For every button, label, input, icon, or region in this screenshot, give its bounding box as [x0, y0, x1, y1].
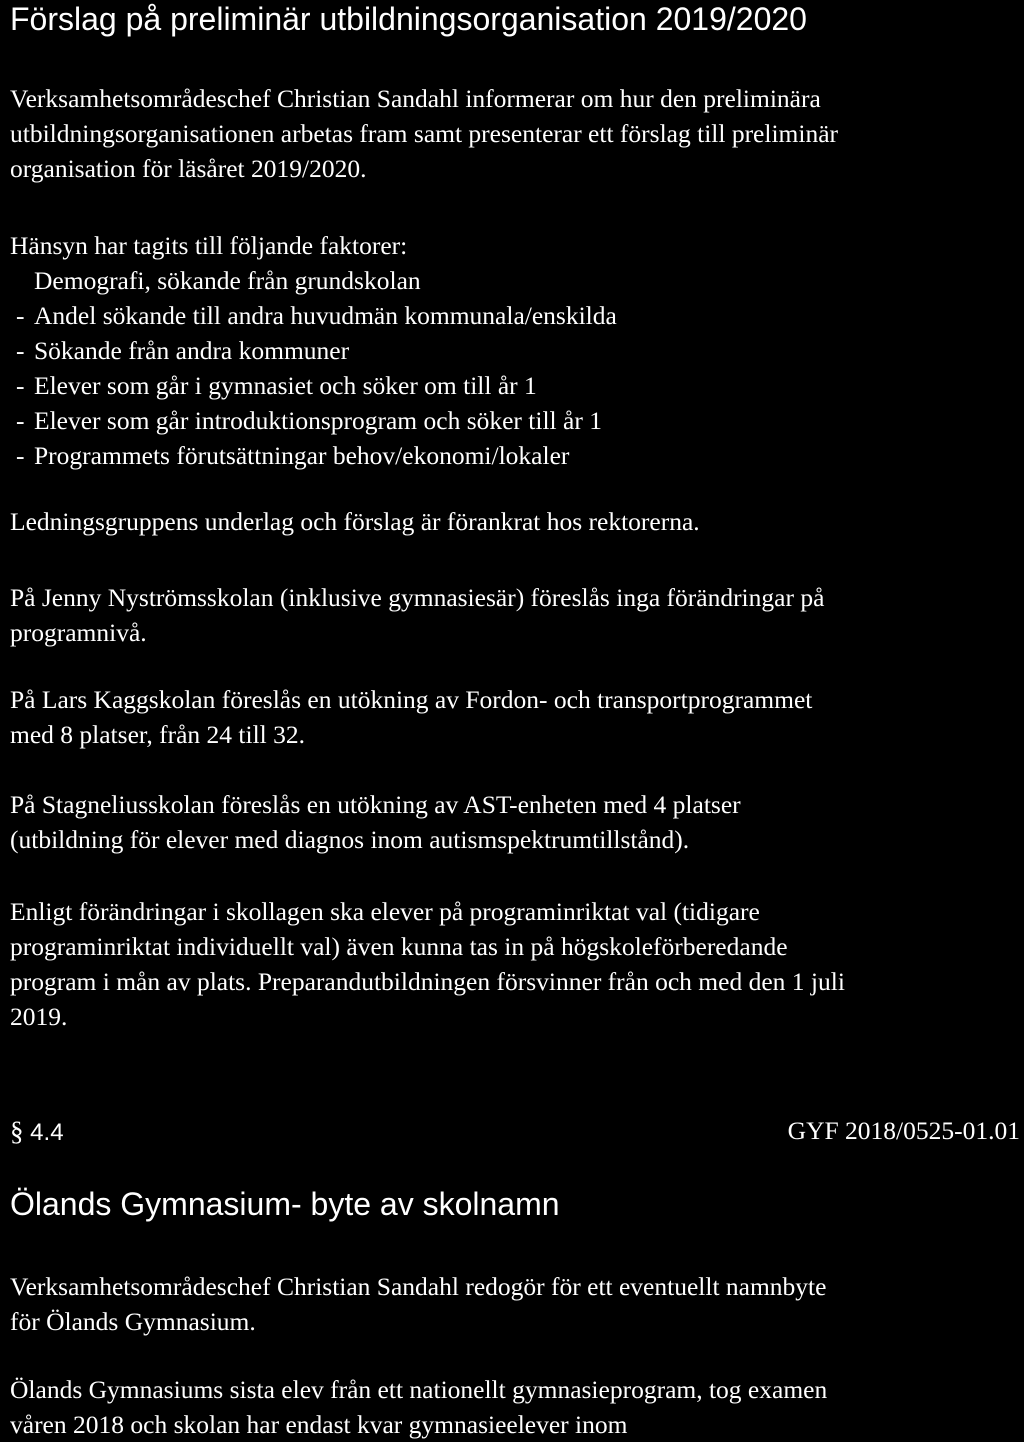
list-item: [16, 368, 617, 403]
intro-paragraph: [10, 81, 1020, 186]
text-line: Verksamhetsområdeschef Christian Sandahl informerar om hur den preliminära: [10, 84, 821, 113]
text-line: organisation för läsåret 2019/2020.: [10, 154, 367, 183]
text-line: Ölands Gymnasiums sista elev från ett nationellt gymnasieprogram, tog examen: [10, 1375, 828, 1404]
anchoring-paragraph: [10, 504, 1020, 539]
heading-preliminary-organisation: Förslag på preliminär utbildningsorganisation 2019/2020: [10, 1, 807, 37]
factors-list: [10, 263, 617, 473]
text-line: program i mån av plats. Preparandutbildningen försvinner från och med den 1 juli: [10, 967, 845, 996]
text-line: 2019.: [10, 1002, 68, 1031]
text-line: med 8 platser, från 24 till 32.: [10, 720, 305, 749]
name-change-body-paragraph: [10, 1372, 1020, 1442]
list-item: [16, 333, 617, 368]
text-line: På Jenny Nyströmsskolan (inklusive gymnasiesär) föreslås inga förändringar på: [10, 583, 825, 612]
list-item: [16, 298, 617, 333]
school-law-paragraph: [10, 894, 1020, 1034]
text-line: Enligt förändringar i skollagen ska elever på programinriktat val (tidigare: [10, 897, 760, 926]
list-item-text: Elever som går i gymnasiet och söker om till år 1: [34, 371, 537, 400]
lars-kagg-paragraph: [10, 682, 1020, 752]
list-item-text: Programmets förutsättningar behov/ekonomi/lokaler: [34, 441, 570, 470]
dash-marker: -: [16, 441, 25, 470]
dash-marker: -: [16, 336, 25, 365]
section-number-value: 4.4: [30, 1119, 64, 1146]
text-line: för Ölands Gymnasium.: [10, 1307, 256, 1336]
paragraph-symbol: §: [10, 1116, 24, 1146]
text-line: (utbildning för elever med diagnos inom autismspektrumtillstånd).: [10, 825, 690, 854]
heading-school-name-change: Ölands Gymnasium- byte av skolnamn: [10, 1186, 560, 1222]
section-number: [10, 1113, 64, 1151]
dash-marker: -: [16, 301, 25, 330]
text-line: Ledningsgruppens underlag och förslag är förankrat hos rektorerna.: [10, 507, 700, 536]
text-line: programinriktat individuellt val) även kunna tas in på högskoleförberedande: [10, 932, 788, 961]
text-line: utbildningsorganisationen arbetas fram samt presenterar ett förslag till preliminär: [10, 119, 839, 148]
name-change-intro-paragraph: [10, 1269, 1020, 1339]
factors-intro: Hänsyn har tagits till följande faktorer:: [10, 231, 408, 260]
list-item: [16, 438, 617, 473]
diary-number: GYF 2018/0525-01.01: [787, 1116, 1020, 1145]
list-item-text: Demografi, sökande från grundskolan: [34, 266, 421, 295]
text-line: På Stagneliusskolan föreslås en utökning av AST-enheten med 4 platser: [10, 790, 741, 819]
list-item-text: Andel sökande till andra huvudmän kommunala/enskilda: [34, 301, 617, 330]
text-line: våren 2018 och skolan har endast kvar gymnasieelever inom: [10, 1410, 628, 1439]
text-line: programnivå.: [10, 618, 147, 647]
stagnelius-paragraph: [10, 787, 1020, 857]
section-header-row: [10, 1113, 1020, 1149]
list-item-text: Sökande från andra kommuner: [34, 336, 350, 365]
text-line: På Lars Kaggskolan föreslås en utökning av Fordon- och transportprogrammet: [10, 685, 813, 714]
list-item: [16, 403, 617, 438]
list-item: [16, 263, 617, 298]
dash-marker: -: [16, 406, 25, 435]
list-item-text: Elever som går introduktionsprogram och söker till år 1: [34, 406, 602, 435]
factors-block: [10, 228, 617, 473]
dash-marker: -: [16, 371, 25, 400]
text-line: Verksamhetsområdeschef Christian Sandahl redogör för ett eventuellt namnbyte: [10, 1272, 827, 1301]
jenny-nystrom-paragraph: [10, 580, 1020, 650]
